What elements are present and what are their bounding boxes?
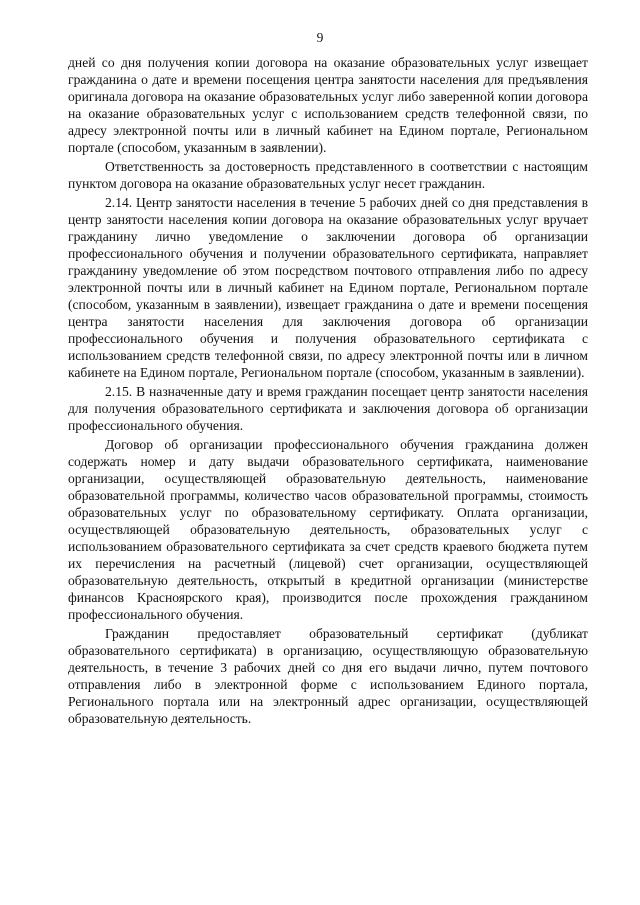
- document-body: [68, 54, 588, 729]
- paragraph-2-14: 2.14. Центр занятости населения в течение 5 рабочих дней со дня представления в центр занятости населения копии договора на оказание образовательных услуг вручает гражданину лично уведомление о заключении договора об организации профессионального обучения и получении образовательного сертификата, направляет гражданину уведомление об этом посредством почтового отправления либо по адресу электронной почты или в личный кабинет на Едином портале, Региональном портале (способом, указанным в заявлении), извещает гражданина о дате и времени посещения центра занятости населения для заключения договора об организации профессионального обучения и получения образовательного сертификата с использованием средств телефонной связи, по адресу электронной почты или в личном кабинете на Едином портале, Региональном портале (способом, указанным в заявлении).: [68, 195, 588, 380]
- paragraph-2-15: 2.15. В назначенные дату и время гражданин посещает центр занятости населения для получения образовательного сертификата и заключения договора об организации профессионального обучения.: [68, 384, 588, 433]
- page-number: 9: [316, 30, 324, 45]
- paragraph-responsibility: Ответственность за достоверность представленного в соответствии с настоящим пунктом договора на оказание образовательных услуг несет гражданин.: [68, 159, 588, 191]
- paragraph-certificate-submission: Гражданин предоставляет образовательный сертификат (дубликат образовательного сертификата) в организацию, осуществляющую образовательную деятельность, в течение 3 рабочих дней со дня его выдачи лично, путем почтового отправления либо в электронной форме с использованием Единого портала, Регионального портала или на электронный адрес организации, осуществляющей образовательную деятельность.: [68, 626, 588, 726]
- paragraph-contract-content: Договор об организации профессионального обучения гражданина должен содержать номер и дату выдачи образовательного сертификата, наименование организации, осуществляющей образовательную деятельность, наименование образовательной программы, количество часов образовательной программы, стоимость образовательных услуг по образовательному сертификату. Оплата организации, осуществляющей образовательную деятельность, образовательных услуг с использованием образовательного сертификата за счет средств краевого бюджета путем их перечисления на расчетный (лицевой) счет организации, осуществляющей образовательную деятельность, открытый в кредитной организации (министерстве финансов Красноярского края), производится после прохождения гражданином профессионального обучения.: [68, 437, 588, 622]
- paragraph-continuation: дней со дня получения копии договора на оказание образовательных услуг извещает гражданина о дате и времени посещения центра занятости населения для предъявления оригинала договора на оказание образовательных услуг либо заверенной копии договора на оказание образовательных услуг с использованием средств телефонной связи, по адресу электронной почты или в личный кабинет на Едином портале, Региональном портале (способом, указанным в заявлении).: [68, 55, 588, 155]
